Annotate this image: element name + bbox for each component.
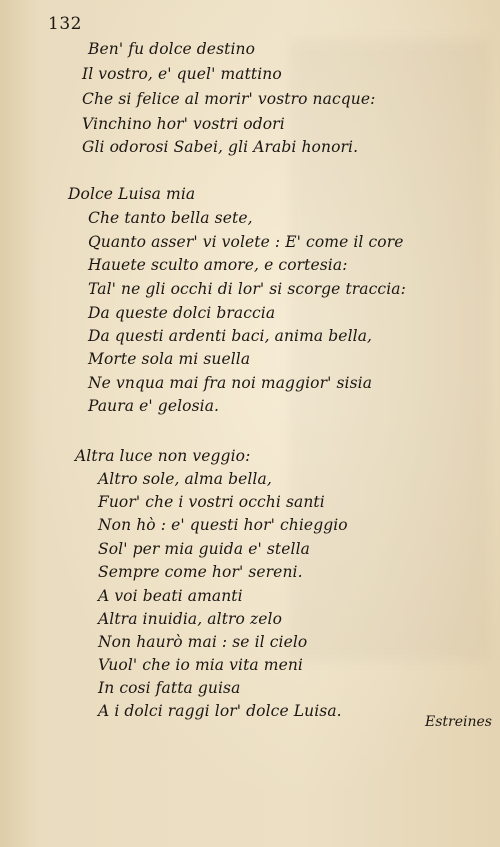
verse-line: Tal' ne gli occhi di lor' si scorge traccia: xyxy=(88,280,406,298)
verse-line: Che si felice al morir' vostro nacque: xyxy=(82,90,376,108)
verse-line: Ben' fu dolce destino xyxy=(88,40,256,58)
verse-line: Vuol' che io mia vita meni xyxy=(98,656,303,674)
catchword: Estreines xyxy=(425,714,492,730)
verse-line: Che tanto bella sete, xyxy=(88,209,253,227)
verse-line: Quanto asser' vi volete : E' come il core xyxy=(88,233,404,251)
verse-line: Dolce Luisa mia xyxy=(68,185,196,203)
verse-line: Paura e' gelosia. xyxy=(88,397,220,415)
verse-line: Altro sole, alma bella, xyxy=(98,470,272,488)
verse-line: Non haurò mai : se il cielo xyxy=(98,633,308,651)
verse-line: A voi beati amanti xyxy=(98,587,243,605)
verse-line: Altra luce non veggio: xyxy=(75,447,251,465)
verse-line: Fuor' che i vostri occhi santi xyxy=(98,493,325,511)
verse-line: A i dolci raggi lor' dolce Luisa. xyxy=(98,702,342,720)
verse-line: Sempre come hor' sereni. xyxy=(98,563,303,581)
verse-line: Sol' per mia guida e' stella xyxy=(98,540,310,558)
verse-line: Hauete sculto amore, e cortesia: xyxy=(88,256,348,274)
verse-line: Non hò : e' questi hor' chieggio xyxy=(98,516,348,534)
show-through xyxy=(290,40,490,660)
verse-line: Vinchino hor' vostri odori xyxy=(82,115,285,133)
verse-line: Altra inuidia, altro zelo xyxy=(98,610,283,628)
verse-line: In cosi fatta guisa xyxy=(98,679,241,697)
verse-line: Il vostro, e' quel' mattino xyxy=(82,65,282,83)
verse-line: Da questi ardenti baci, anima bella, xyxy=(88,327,373,345)
verse-line: Gli odorosi Sabei, gli Arabi honori. xyxy=(82,138,359,156)
verse-line: Ne vnqua mai fra noi maggior' sisia xyxy=(88,374,373,392)
page-number: 132 xyxy=(48,14,82,34)
verse-line: Da queste dolci braccia xyxy=(88,304,276,322)
verse-line: Morte sola mi suella xyxy=(88,350,251,368)
